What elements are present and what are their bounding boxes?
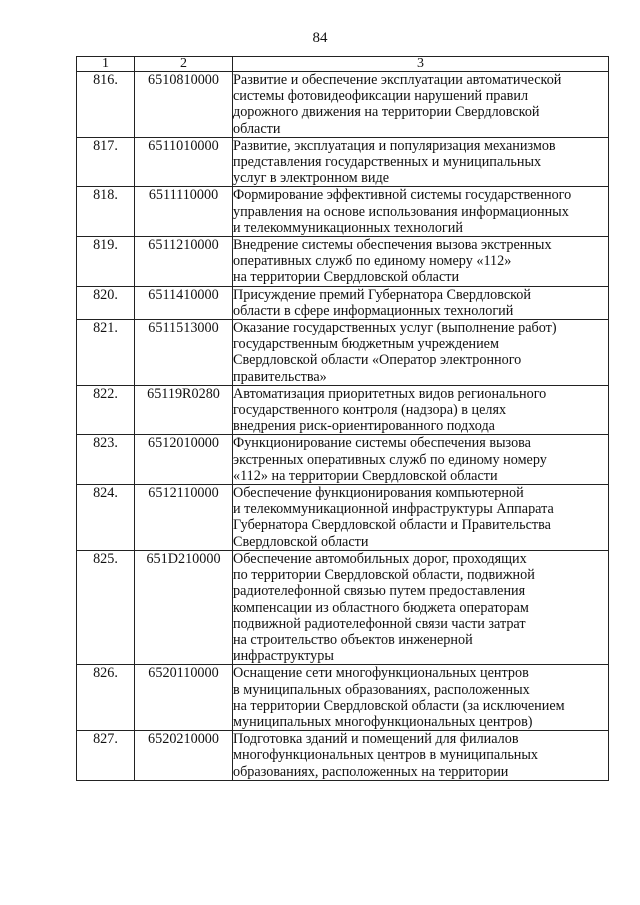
row-number: 820.	[77, 286, 135, 319]
table-row	[77, 286, 609, 319]
row-description: Развитие, эксплуатация и популяризация механизмов представления государственных и муниципальных услуг в электронном виде	[233, 137, 609, 187]
row-description: Развитие и обеспечение эксплуатации автоматической системы фотовидеофиксации нарушений правил дорожного движения на территории Свердловской области	[233, 72, 609, 138]
row-number: 818.	[77, 187, 135, 237]
row-description: Автоматизация приоритетных видов регионального государственного контроля (надзора) в целях внедрения риск-ориентированного подхода	[233, 385, 609, 435]
table-row	[77, 320, 609, 386]
column-header-description: 3	[233, 57, 609, 72]
row-code: 6511410000	[135, 286, 233, 319]
row-description: Подготовка зданий и помещений для филиалов многофункциональных центров в муниципальных образованиях, расположенных на территории	[233, 731, 609, 781]
table-row	[77, 550, 609, 664]
row-code: 65119R0280	[135, 385, 233, 435]
row-code: 6511010000	[135, 137, 233, 187]
row-number: 827.	[77, 731, 135, 781]
row-code: 6511210000	[135, 237, 233, 287]
row-number: 819.	[77, 237, 135, 287]
row-description: Присуждение премий Губернатора Свердловской области в сфере информационных технологий	[233, 286, 609, 319]
column-header-number: 1	[77, 57, 135, 72]
row-code: 6510810000	[135, 72, 233, 138]
table-row	[77, 485, 609, 551]
table-row	[77, 72, 609, 138]
table-row	[77, 731, 609, 781]
table-row	[77, 385, 609, 435]
row-code: 6511513000	[135, 320, 233, 386]
row-description: Формирование эффективной системы государственного управления на основе использования информационных и телекоммуникационных технологий	[233, 187, 609, 237]
row-number: 824.	[77, 485, 135, 551]
row-code: 6511110000	[135, 187, 233, 237]
table-row	[77, 435, 609, 485]
row-code: 6512110000	[135, 485, 233, 551]
table-row	[77, 187, 609, 237]
row-description: Внедрение системы обеспечения вызова экстренных оперативных служб по единому номеру «112» на территории Свердловской области	[233, 237, 609, 287]
column-header-code: 2	[135, 57, 233, 72]
row-number: 816.	[77, 72, 135, 138]
table-row	[77, 137, 609, 187]
row-number: 817.	[77, 137, 135, 187]
row-code: 651D210000	[135, 550, 233, 664]
row-number: 826.	[77, 665, 135, 731]
row-description: Оказание государственных услуг (выполнение работ) государственным бюджетным учреждением Свердловской области «Оператор электронного правительства»	[233, 320, 609, 386]
page-number: 84	[312, 30, 328, 46]
row-number: 821.	[77, 320, 135, 386]
row-code: 6520110000	[135, 665, 233, 731]
table-header-row	[77, 57, 609, 72]
row-description: Обеспечение функционирования компьютерной и телекоммуникационной инфраструктуры Аппарата Губернатора Свердловской области и Правительства Свердловской области	[233, 485, 609, 551]
row-number: 825.	[77, 550, 135, 664]
row-description: Оснащение сети многофункциональных центров в муниципальных образованиях, расположенных на территории Свердловской области (за исключением муниципальных многофункциональных центров)	[233, 665, 609, 731]
row-number: 822.	[77, 385, 135, 435]
table-row	[77, 665, 609, 731]
row-code: 6512010000	[135, 435, 233, 485]
row-code: 6520210000	[135, 731, 233, 781]
row-number: 823.	[77, 435, 135, 485]
budget-code-table	[76, 56, 609, 781]
table-row	[77, 237, 609, 287]
row-description: Функционирование системы обеспечения вызова экстренных оперативных служб по единому номеру «112» на территории Свердловской области	[233, 435, 609, 485]
row-description: Обеспечение автомобильных дорог, проходящих по территории Свердловской области, подвижной радиотелефонной связью путем предоставления компенсации из областного бюджета операторам подвижной радиотелефонной связи части затрат на строительство объектов инженерной инфраструктуры	[233, 550, 609, 664]
